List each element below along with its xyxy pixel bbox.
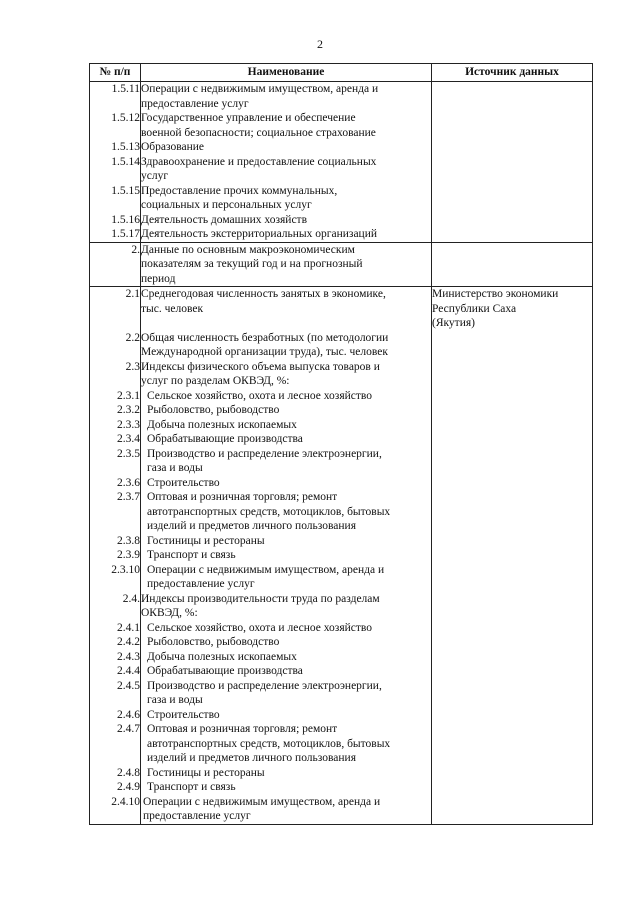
section2-title: Данные по основным макроэкономическим показателям за текущий год и на прогнозный период: [141, 242, 432, 287]
item-number: 1.5.17: [111, 228, 140, 240]
source-line: Министерство экономики: [432, 288, 559, 300]
item-number: 2.4.1: [117, 621, 140, 634]
item-name-line: Операции с недвижимым имуществом, аренда и: [141, 83, 379, 95]
item-name-line: Сельское хозяйство, охота и лесное хозяйство: [147, 389, 372, 402]
item-number: 2.3.9: [117, 549, 140, 561]
item-number: 2.3.3: [117, 418, 140, 431]
item-name-line: предоставление услуг: [141, 97, 249, 110]
item-number: 2.4.3: [117, 650, 140, 663]
item-name-line: Рыболовство, рыбоводство: [147, 404, 280, 416]
item-name-line: Деятельность домашних хозяйств: [141, 213, 308, 226]
item-number: 2.3.1: [117, 389, 140, 402]
item-number: 1.5.12: [111, 112, 140, 124]
spacer: [141, 316, 431, 331]
item-number: 1.5.16: [111, 213, 140, 226]
item-name-line: Гостиницы и рестораны: [147, 534, 265, 547]
item-number: 2.3.2: [117, 404, 140, 416]
item-name-line: Предоставление прочих коммунальных,: [141, 184, 338, 197]
item-number: 2.2: [125, 331, 140, 344]
block1-numbers: [90, 82, 141, 243]
item-number: 2.4.: [122, 592, 140, 605]
item-name-line: Образование: [141, 141, 205, 153]
item-number: 1.5.11: [111, 83, 140, 95]
item-number-spacer: [90, 577, 140, 592]
table-row-section2: [90, 242, 593, 287]
item-number: 1.5.14: [111, 155, 140, 168]
item-name-line: услуг: [141, 170, 169, 182]
section2-source: [432, 242, 593, 287]
item-number-spacer: [90, 169, 140, 184]
item-number: 2.1: [125, 288, 140, 300]
item-name-line: социальных и персональных услуг: [141, 199, 312, 211]
item-number-spacer: [90, 809, 140, 824]
item-name-line: Транспорт и связь: [147, 781, 236, 793]
item-number-spacer: [90, 693, 140, 708]
item-number-spacer: [90, 126, 140, 141]
item-number-spacer: [90, 97, 140, 112]
item-name-line: Общая численность безработных (по методологии: [141, 331, 389, 344]
data-sources-table: [89, 63, 593, 825]
item-name-line: Транспорт и связь: [147, 549, 236, 561]
item-number-spacer: [90, 374, 140, 389]
item-name-line: Среднегодовая численность занятых в экономике,: [141, 288, 386, 300]
item-number-spacer: [90, 198, 140, 213]
item-number: 2.4.5: [117, 679, 140, 692]
item-number-spacer: [90, 751, 140, 766]
item-name-line: газа и воды: [147, 462, 203, 474]
item-name-line: Индексы производительности труда по разделам: [141, 592, 380, 605]
header-name: Наименование: [141, 64, 432, 82]
item-name-line: газа и воды: [147, 694, 203, 706]
spacer: [90, 316, 140, 331]
item-name-line: автотранспортных средств, мотоциклов, бытовых: [147, 737, 391, 750]
item-number: 2.4.6: [117, 708, 140, 721]
block1-names: [141, 82, 432, 243]
item-name-line: тыс. человек: [141, 302, 204, 315]
item-name-line: изделий и предметов личного пользования: [147, 752, 356, 764]
item-number: 2.4.4: [117, 665, 140, 677]
header-source: Источник данных: [432, 64, 593, 82]
item-number-spacer: [90, 345, 140, 360]
source-line: (Якутия): [432, 317, 475, 329]
item-number: 2.3.6: [117, 476, 140, 489]
item-number: 2.3: [125, 360, 140, 373]
block2-numbers: [90, 287, 141, 825]
item-number: 2.4.8: [117, 766, 140, 779]
item-name-line: Рыболовство, рыбоводство: [147, 636, 280, 648]
item-number: 2.3.10: [111, 563, 140, 576]
item-number-spacer: [90, 606, 140, 621]
item-name-line: Операции с недвижимым имуществом, аренда и: [147, 563, 385, 576]
item-name-line: изделий и предметов личного пользования: [147, 520, 356, 532]
item-number-spacer: [90, 461, 140, 476]
item-name-line: Обрабатывающие производства: [147, 433, 303, 445]
block2-names: [141, 287, 432, 825]
item-name-line: Индексы физического объема выпуска товаров и: [141, 360, 380, 373]
item-number-spacer: [90, 519, 140, 534]
source-line: Республики Саха: [432, 302, 517, 315]
item-name-line: Строительство: [147, 476, 220, 489]
item-name-line: Добыча полезных ископаемых: [147, 650, 297, 663]
item-number: 2.4.10: [111, 795, 140, 808]
item-name-line: Государственное управление и обеспечение: [141, 112, 356, 124]
item-name-line: услуг по разделам ОКВЭД, %:: [141, 375, 290, 387]
item-name-line: Здравоохранение и предоставление социальных: [141, 155, 377, 168]
item-name-line: Добыча полезных ископаемых: [147, 418, 297, 431]
item-name-line: Оптовая и розничная торговля; ремонт: [147, 723, 338, 735]
item-name-line: Обрабатывающие производства: [147, 665, 303, 677]
item-name-line: Сельское хозяйство, охота и лесное хозяйство: [147, 621, 372, 634]
item-name-line: Операции с недвижимым имуществом, аренда и: [143, 795, 381, 808]
item-name-line: автотранспортных средств, мотоциклов, бытовых: [147, 505, 391, 518]
item-number-spacer: [90, 302, 140, 317]
item-name-line: предоставление услуг: [147, 578, 255, 590]
item-name-line: Деятельность экстерриториальных организаций: [141, 228, 378, 240]
item-name-line: Производство и распределение электроэнергии,: [147, 447, 382, 460]
item-name-line: ОКВЭД, %:: [141, 607, 198, 619]
item-name-line: военной безопасности; социальное страхование: [141, 126, 376, 139]
item-number: 2.3.4: [117, 433, 140, 445]
header-number: № п/п: [90, 64, 141, 82]
item-number: 2.3.7: [117, 491, 140, 503]
item-name-line: Гостиницы и рестораны: [147, 766, 265, 779]
item-name-line: Оптовая и розничная торговля; ремонт: [147, 491, 338, 503]
item-name-line: предоставление услуг: [143, 810, 251, 822]
item-name-line: Строительство: [147, 708, 220, 721]
table-row-block2: [90, 287, 593, 825]
data-source-cell: [432, 287, 593, 825]
page-number: 2: [317, 37, 323, 51]
item-number-spacer: [90, 737, 140, 752]
block1-source: [432, 82, 593, 243]
item-number: 2.3.5: [117, 447, 140, 460]
item-number-spacer: [90, 505, 140, 520]
item-number: 2.3.8: [117, 534, 140, 547]
item-name-line: Производство и распределение электроэнергии,: [147, 679, 382, 692]
item-number: 2.4.2: [117, 636, 140, 648]
section2-number: 2.: [90, 242, 141, 287]
item-number: 2.4.9: [117, 781, 140, 793]
item-number: 2.4.7: [117, 723, 140, 735]
table-row-block1: [90, 82, 593, 243]
item-number: 1.5.13: [111, 141, 140, 153]
item-name-line: Международной организации труда), тыс. человек: [141, 346, 388, 358]
table-header-row: [90, 64, 593, 82]
item-number: 1.5.15: [111, 184, 140, 197]
